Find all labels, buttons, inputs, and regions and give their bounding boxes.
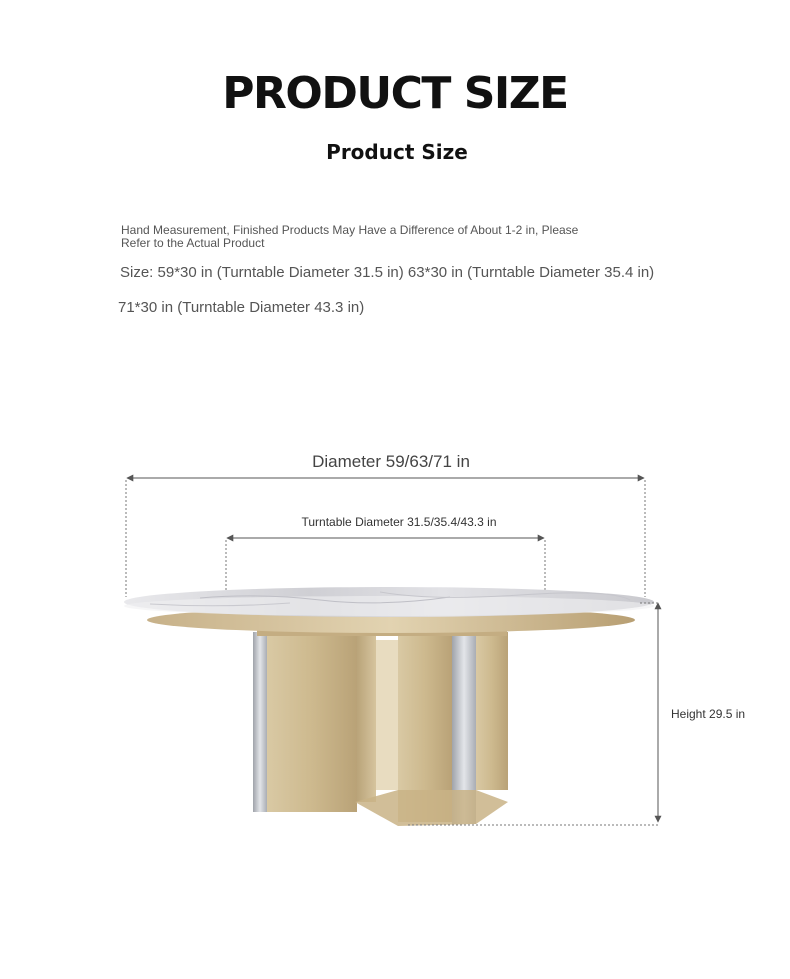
size-options-line-2: 71*30 in (Turntable Diameter 43.3 in) xyxy=(118,299,365,316)
height-dimension xyxy=(408,603,745,825)
turntable-label: Turntable Diameter 31.5/35.4/43.3 in xyxy=(301,515,497,529)
table-illustration xyxy=(124,587,654,826)
diameter-label: Diameter 59/63/71 in xyxy=(312,452,470,471)
turntable-dimension xyxy=(226,515,545,598)
page-title: PRODUCT SIZE xyxy=(222,68,568,119)
page-subtitle: Product Size xyxy=(326,140,468,164)
height-label: Height 29.5 in xyxy=(671,707,746,721)
size-options-line-1: Size: 59*30 in (Turntable Diameter 31.5 in) 63*30 in (Turntable Diameter 35.4 in) xyxy=(120,264,655,281)
measurement-note: Hand Measurement, Finished Products May Have a Difference of About 1-2 in, Please Refer to the Actual Product xyxy=(121,223,579,250)
diameter-dimension xyxy=(126,452,645,597)
